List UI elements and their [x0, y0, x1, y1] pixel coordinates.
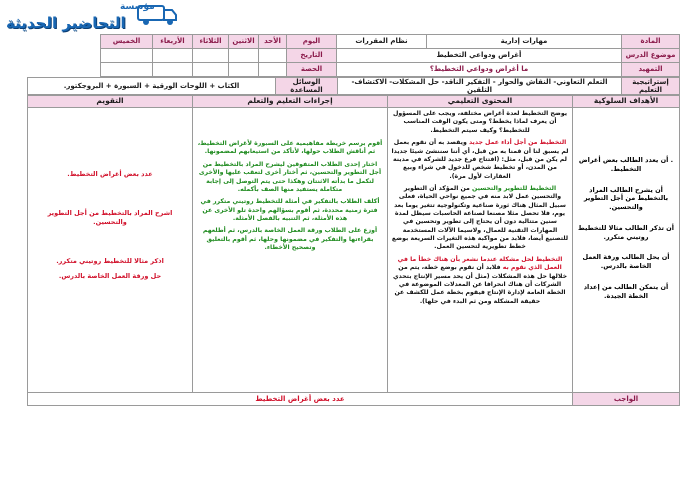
- strategy-label: إستراتيجية التعليم: [622, 78, 680, 95]
- content-cell: [388, 108, 573, 393]
- day-sunday: الأحد: [259, 35, 287, 49]
- homework-value: عدد بعض أغراض التخطيط: [28, 393, 573, 406]
- intro-label: التمهيد: [622, 63, 680, 77]
- day-monday: الاثنين: [229, 35, 259, 49]
- lesson-topic-value: أغراض ودواعي التخطيط: [337, 49, 622, 63]
- aids-label: الوسائل المساعدة: [276, 78, 338, 95]
- goal-item: أن يحل الطالب ورقة العمل الخاصة بالدرس.: [582, 253, 670, 271]
- goal-item: أن تذكر الطالب مثالا للتخطيط روتيني متكرر.: [578, 223, 674, 241]
- day-thursday: الخميس: [101, 35, 153, 49]
- goal-item: أن يشرح الطالب المراد بالتخطيط من أجل التطوير والتحسين.: [583, 185, 669, 212]
- intro-value: ما أغراض ودواعي التخطيط؟: [337, 63, 622, 77]
- content-paragraph: التخطيط من أجل أداء عمل جديد ويقصد به أن نقوم بعمل لم يسبق لنا أن قمنا به من قبل، أي أننا سننشئ شيئا جديدا لم يكن من قبل، مثل: (افتتاح فرع جديد للشركة في مدينة من المدن، أو تخطيط شخص للدخول في شراء وبيع العقارات لأول مرة).: [391, 139, 569, 180]
- day-tuesday: الثلاثاء: [193, 35, 229, 49]
- content-heading: التخطيط من أجل أداء عمل جديد: [468, 139, 567, 147]
- evaluation-item: عدد بعض أغراض التخطيط.: [67, 170, 153, 179]
- procedures-cell: [193, 108, 388, 393]
- logo-subtitle: مؤسسة: [120, 2, 155, 12]
- strategy-table: [27, 77, 680, 95]
- main-table: [27, 95, 680, 406]
- subject-label: المادة: [622, 35, 680, 49]
- homework-label: الواجب: [573, 393, 680, 406]
- procedure-paragraph: أكلف الطلاب بالتفكير في أمثلة للتخطيط روتيني متكرر في فترة زمنية محددة، ثم أقوم بسؤالهم واحدة تلو الأخرى عن هذه الأمثلة، ثم التنبيه بالفصل الأمثلة.: [200, 198, 380, 222]
- strategy-value: التعلم التعاوني- النقاش والحوار - التفكير الناقد- حل المشكلات- الاكتشاف- التلقين: [338, 78, 622, 95]
- content-paragraph: التخطيط للتطوير والتحسين من المؤكد أن التطوير والتحسين عمل لابد منه في جميع نواحي الحياة، فعلى سبيل المثال هناك ثورة صناعية وتكنولوجية تتغير يوما بعد يوم، فلا تحصل مثلا مصنعا لصناعة الحاسبات سيظل لمدة سنين متتالية دون أن يحتاج إلى تطوير وتحسين في المهارات التقنية للعمال، ولاسيما الآلات المستخدمة للتصنيع أيضا، فلابد من مواكبة هذه التغيرات السريعة بوضع خطط تطويرية لتحسين العمل.: [391, 184, 569, 251]
- brand-logo: [2, 0, 192, 38]
- procedure-paragraph: أوزع على الطلاب ورقة العمل الخاصة بالدرس، ثم أطلعهم بقراءتها والتفكير في مضمونها وحلها، ثم أقوم بالتعليق وتصحيح الأخطاء.: [202, 227, 378, 252]
- evaluation-item: اشرح المراد بالتخطيط من أجل التطوير والتحسين.: [47, 209, 173, 227]
- day-wednesday: الأربعاء: [153, 35, 193, 49]
- subject-value: مهارات إدارية: [427, 35, 622, 49]
- date-label: التاريخ: [287, 49, 337, 63]
- content-paragraph: التخطيط لحل مشكلة عندما نشعر بأن هناك خطأ ما في العمل الذي نقوم به فلابد أن نقوم بوضع خطة، يتم من خلالها حل هذه المشكلات (مثل أن يحد مسير الإنتاج بتحدي الشركات أن هناك انحرافا عن المعدلات الموضوعة في الخطة العامة لإدارة الإنتاج فيقوم بخطة عمل للكشف عن حقيقة المشكلة ومن ثم البدء في حلها).: [392, 255, 568, 305]
- lesson-plan-page: [28, 34, 680, 414]
- procedures-header: إجراءات التعليم والتعلم: [193, 96, 388, 108]
- goal-item: . أن يعدد الطالب بعض أغراض التخطيط.: [578, 156, 674, 173]
- procedure-paragraph: أقوم برسم خريطة مفاهيمية على السبورة لأغراض التخطيط، ثم أناقش الطلاب حولها، لأتأكد من استيعابهم لمضمونها.: [197, 140, 383, 156]
- goal-item: أن يتمكن الطالب من إعداد الخطة الجيدة.: [583, 282, 669, 300]
- evaluation-cell: [28, 108, 193, 393]
- evaluation-item: اذكر مثالا للتخطيط روتيني متكرر.: [56, 257, 164, 266]
- evaluation-item: حل ورقة العمل الخاصة بالدرس.: [58, 272, 162, 281]
- lesson-topic-label: موضوع الدرس: [622, 49, 680, 63]
- period-label: الحصة: [287, 63, 337, 77]
- evaluation-header: التقويم: [28, 96, 193, 108]
- content-heading: التخطيط للتطوير والتحسين: [472, 184, 557, 192]
- procedure-paragraph: اختار إحدى الطلاب المتفوقين ليشرح المراد بالتخطيط من أجل التطوير والتحسين، ثم أختار أخرى لتعقب عليها والأخرى لتكمل ما بدأته الاثنتان وهكذا حتى يتم التوصل إلى إجابة متكاملة يستفيد منها الصف بأكمله.: [198, 160, 382, 193]
- aids-value: الكتاب + اللوحات الورقية + السبورة + البروجكتور.: [28, 78, 276, 95]
- goals-header: الأهداف السلوكية: [573, 96, 680, 108]
- course-label: نظام المقررات: [337, 35, 427, 49]
- content-header: المحتوى التعليمي: [388, 96, 573, 108]
- logo-title: التحاضير الحديثة: [6, 14, 126, 32]
- day-label: اليوم: [287, 35, 337, 49]
- goals-cell: [573, 108, 680, 393]
- header-table: [27, 34, 680, 77]
- content-heading: التخطيط لحل مشكلة عندما نشعر بأن هناك خطأ ما في العمل الذي نقوم به: [397, 255, 563, 272]
- content-paragraph: يوضح التخطيط لعدة أغراض مختلفة، ويجب على المسؤول أن يعرف لماذا يخطط؟ ومتى يكون الوقت المناسب للتخطيط؟ وكيف سيتم التخطيط.: [392, 110, 568, 134]
